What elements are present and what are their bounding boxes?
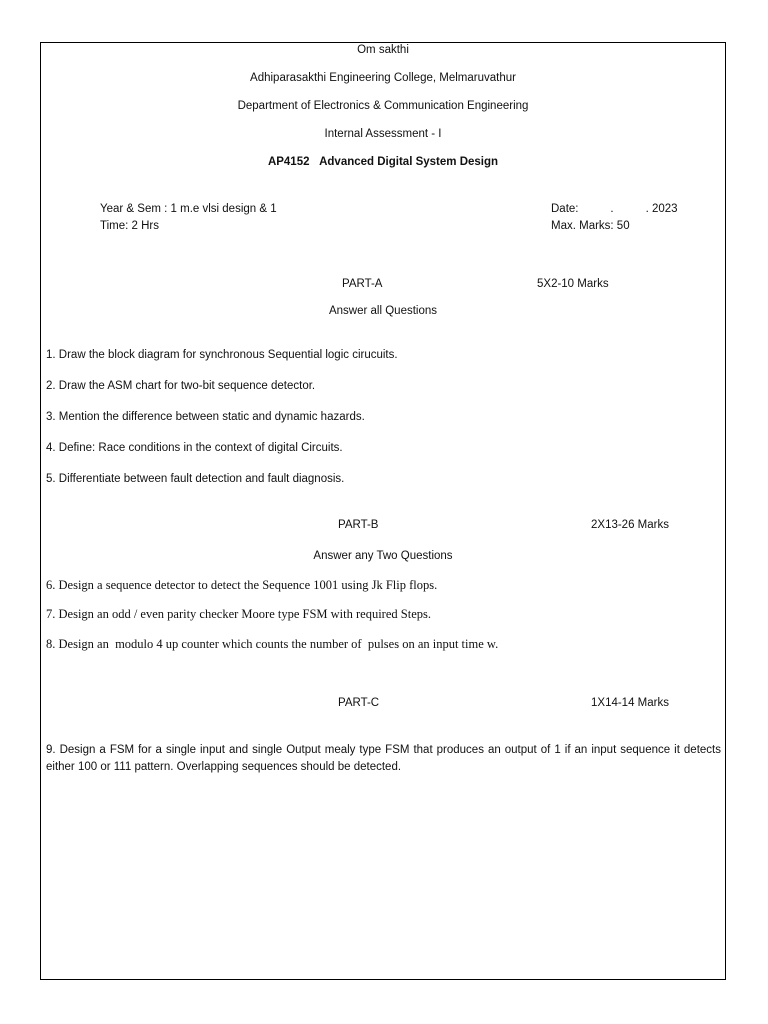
part-a-marks: 5X2-10 Marks bbox=[537, 278, 609, 290]
part-c-title: PART-C bbox=[338, 697, 380, 709]
part-b-instruction: Answer any Two Questions bbox=[313, 550, 453, 562]
question-7: 7. Design an odd / even parity checker Moore type FSM with required Steps. bbox=[46, 607, 431, 621]
question-3: 3. Mention the difference between static and dynamic hazards. bbox=[46, 411, 365, 423]
max-marks: Max. Marks: 50 bbox=[551, 220, 630, 232]
question-1: 1. Draw the block diagram for synchronous Sequential logic cirucuits. bbox=[46, 349, 398, 361]
question-8: 8. Design an modulo 4 up counter which counts the number of pulses on an input time w. bbox=[46, 637, 499, 651]
part-b-title: PART-B bbox=[338, 519, 379, 531]
duration: Time: 2 Hrs bbox=[100, 220, 159, 232]
course-title: Advanced Digital System Design bbox=[319, 156, 499, 168]
question-5: 5. Differentiate between fault detection and fault diagnosis. bbox=[46, 473, 345, 485]
department-name: Department of Electronics & Communication Engineering bbox=[237, 100, 529, 112]
course-heading bbox=[40, 156, 726, 168]
part-a-title: PART-A bbox=[342, 278, 383, 290]
part-c-marks: 1X14-14 Marks bbox=[591, 697, 669, 709]
part-a-instruction: Answer all Questions bbox=[328, 305, 438, 317]
question-2: 2. Draw the ASM chart for two-bit sequence detector. bbox=[46, 380, 316, 392]
course-code: AP4152 bbox=[267, 156, 310, 168]
exam-date: Date: . . 2023 bbox=[551, 203, 678, 215]
exam-title: Internal Assessment - I bbox=[324, 128, 442, 140]
question-9: 9. Design a FSM for a single input and single Output mealy type FSM that produces an output of 1 if an input sequence it detects either 100 or 111 pattern. Overlapping sequences should be detected. bbox=[46, 744, 721, 773]
question-6: 6. Design a sequence detector to detect the Sequence 1001 using Jk Flip flops. bbox=[46, 578, 438, 592]
header-invocation: Om sakthi bbox=[357, 44, 409, 56]
part-b-marks: 2X13-26 Marks bbox=[591, 519, 669, 531]
question-4: 4. Define: Race conditions in the context of digital Circuits. bbox=[46, 442, 343, 454]
college-name: Adhiparasakthi Engineering College, Melmaruvathur bbox=[250, 72, 516, 84]
year-sem: Year & Sem : 1 m.e vlsi design & 1 bbox=[100, 203, 277, 215]
page-border bbox=[40, 42, 726, 980]
